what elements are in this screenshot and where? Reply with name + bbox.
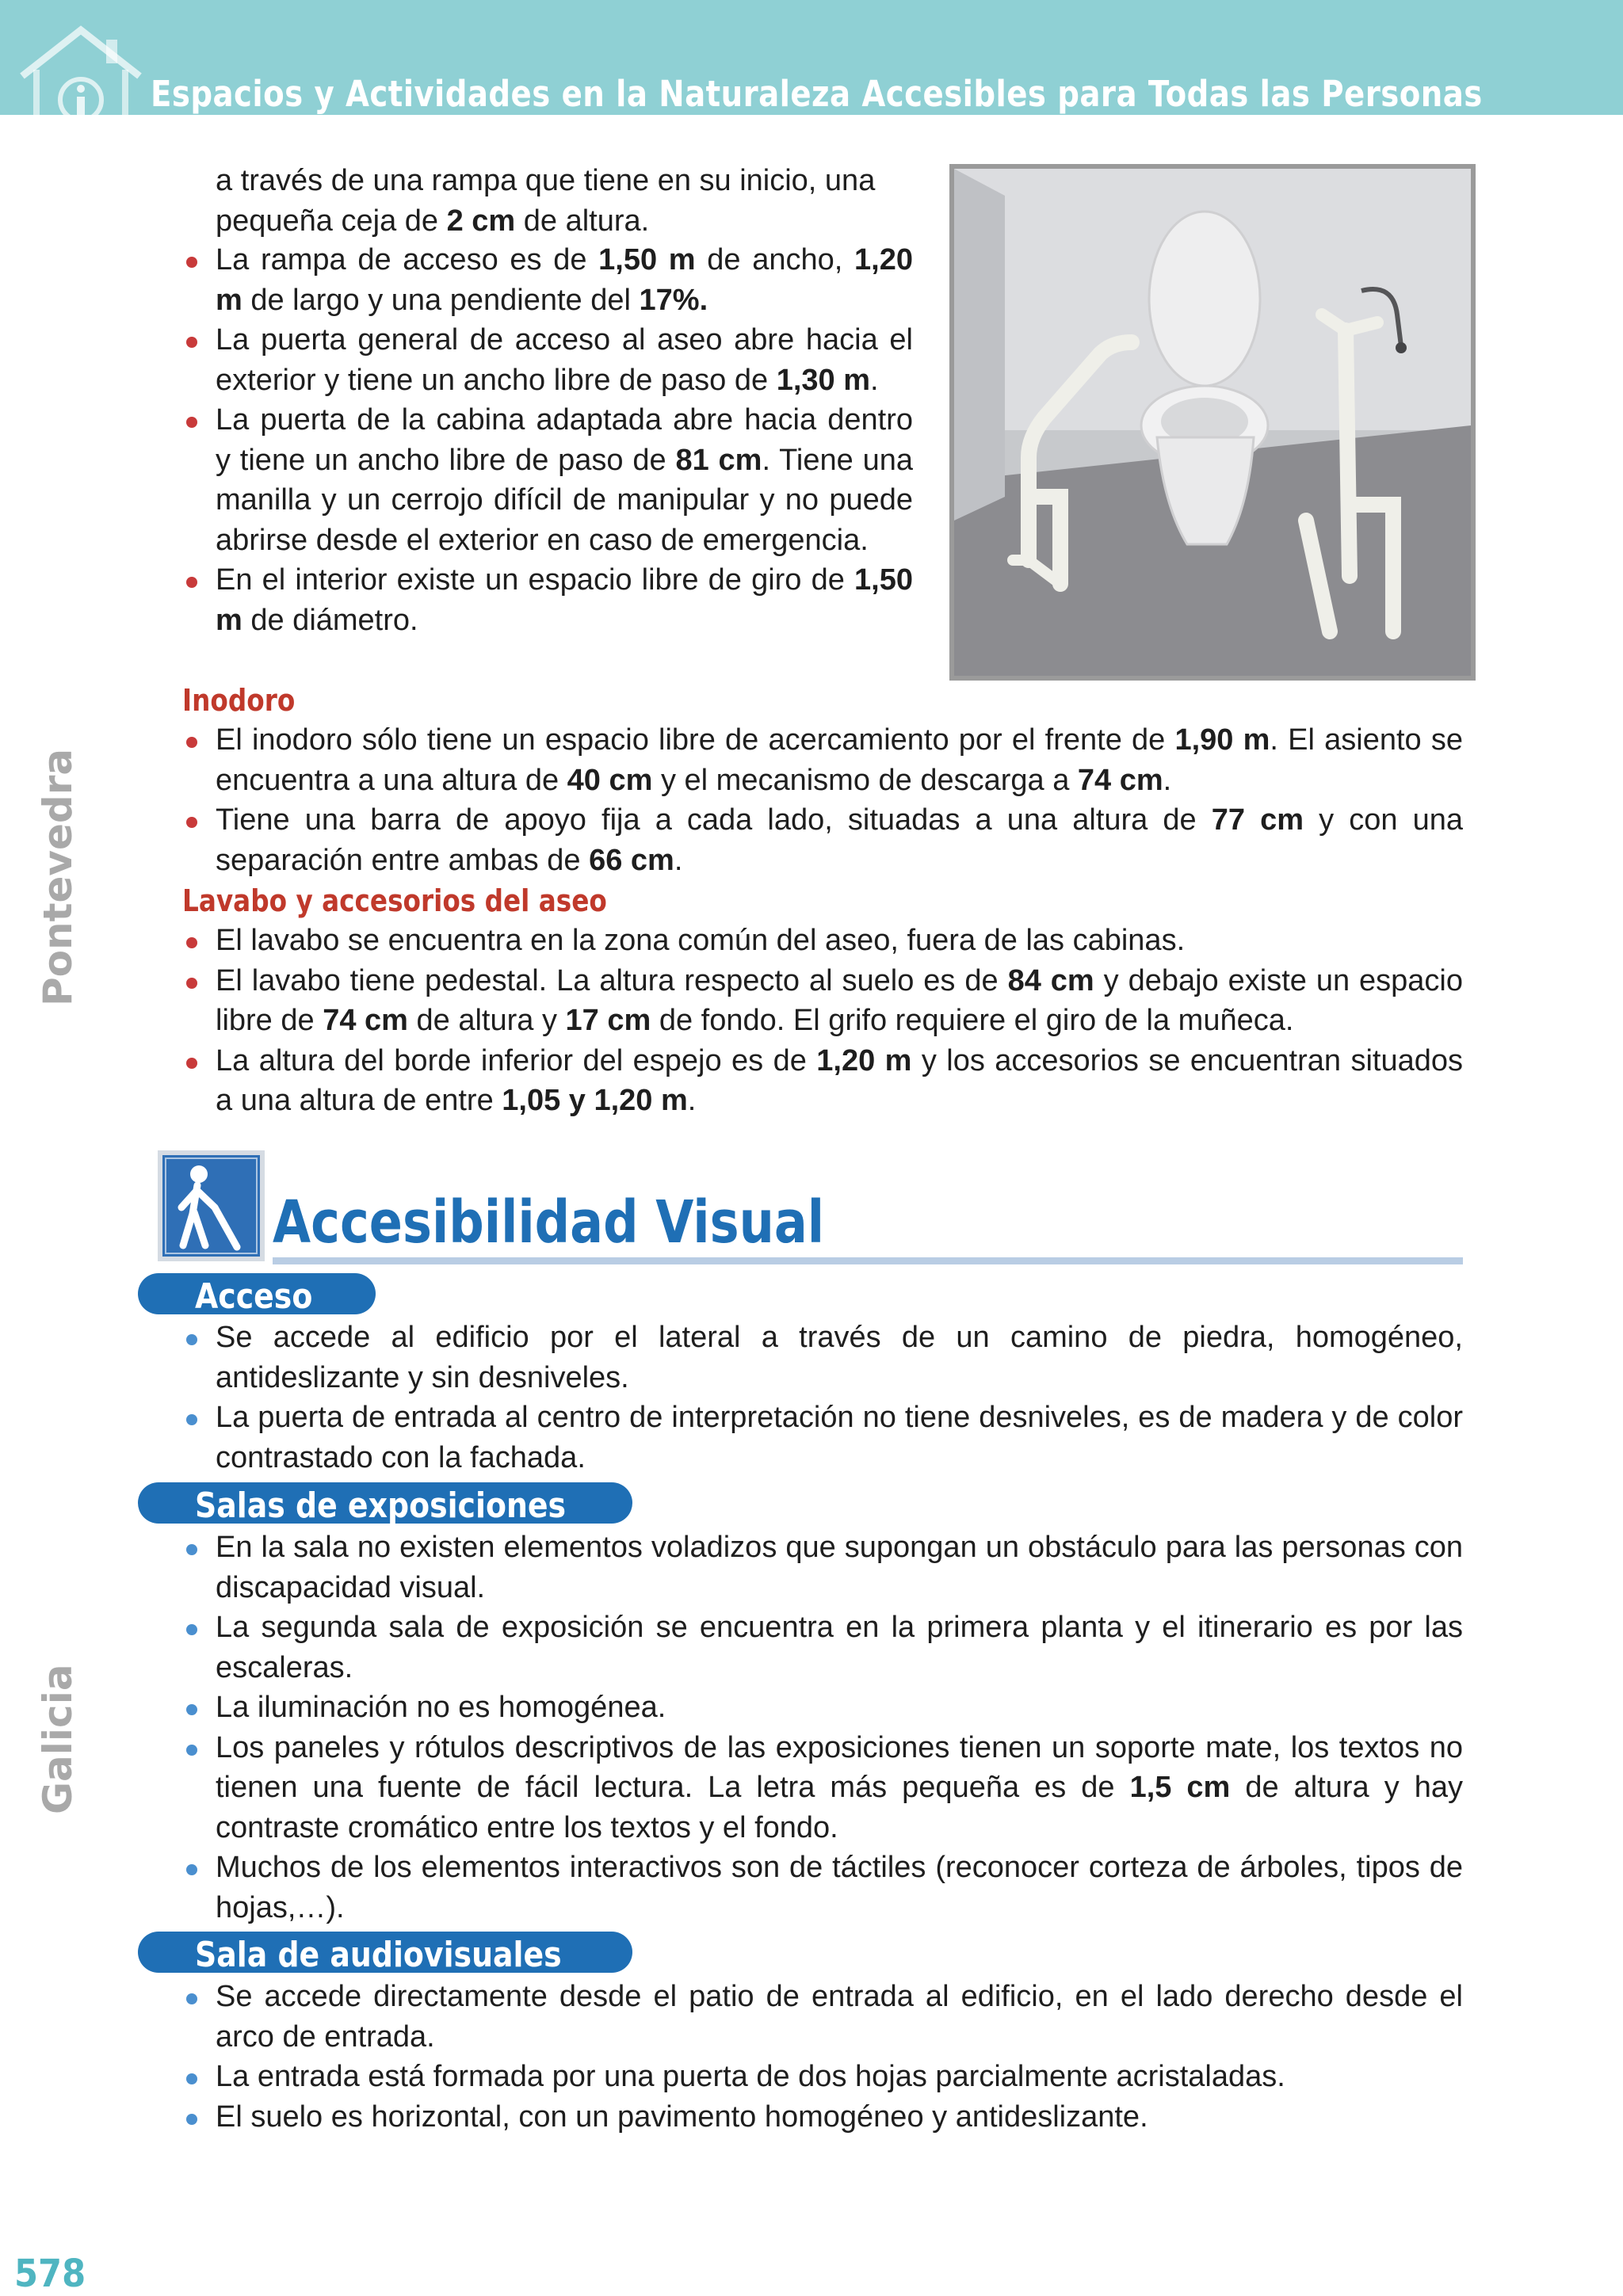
text-run: El suelo es horizontal, con un pavimento homogéneo y antideslizante. [216,2100,1148,2134]
pill-acceso [138,1273,376,1317]
intro-bullet-list [182,240,913,640]
house-info-icon [17,24,144,119]
text-run: El lavabo se encuentra en la zona común del aseo, fuera de las cabinas. [216,924,1186,957]
bullet-item [182,1608,1463,1688]
bold-measure: 1,30 m [776,363,870,397]
text-run: de largo y una pendiente del [242,283,640,317]
pill-salas [138,1482,632,1524]
bold-measure: 17%. [639,283,708,317]
bullet-item [182,1041,1463,1121]
bullet-item [182,240,913,320]
text-run: La puerta de entrada al centro de interpretación no tiene desniveles, es de madera y de color contrastado con la fachada. [216,1401,1463,1474]
audiovisuales-bullet-list [182,1977,1463,2137]
section-title-visual: Accesibilidad Visual [273,1188,825,1257]
page-number: 578 [14,2252,86,2296]
bold-measure: 74 cm [323,1004,408,1037]
bullet-item [182,1688,1463,1728]
bold-measure: 1,5 cm [1129,1771,1231,1804]
bold-measure: 74 cm [1077,763,1163,797]
text-run: La altura del borde inferior del espejo es de [216,1043,817,1077]
bold-measure: 1,50 m [598,243,696,277]
side-label-region: Galicia [35,1664,81,1814]
bullet-item [182,2097,1463,2138]
text-run: y con una separación entre ambas de [216,803,1464,877]
text-run: La entrada está formada por una puerta de dos hojas parcialmente acristaladas. [216,2060,1285,2093]
bold-measure: 1,20 m [216,243,913,317]
bold-measure: 2 cm [446,204,516,238]
bullet-item [182,961,1463,1041]
lavabo-bullet-list [182,921,1463,1121]
bold-measure: 77 cm [1211,803,1304,837]
bullet-item [182,1728,1463,1848]
bullet-item [182,1318,1463,1398]
bullet-item [182,921,1463,961]
text-run: de altura. [515,204,650,238]
bullet-item [182,400,913,560]
text-run: Tiene una barra de apoyo fija a cada lado, situadas a una altura de [216,803,1212,837]
text-run: . [870,363,879,397]
text-run: En la sala no existen elementos voladizos que supongan un obstáculo para las personas con discapacidad visual. [216,1531,1463,1604]
bold-measure: 1,05 y 1,20 m [502,1084,688,1117]
text-run: El inodoro sólo tiene un espacio libre de acercamiento por el frente de [216,723,1175,757]
text-run: Muchos de los elementos interactivos son de táctiles (reconocer corteza de árboles, tipos de hojas,…). [216,1851,1463,1924]
text-run: a través de una rampa que tiene en su inicio, una pequeña ceja de [216,164,876,238]
header-title: Espacios y Actividades en la Naturaleza Accesibles para Todas las Personas [151,73,1483,115]
bold-measure: 81 cm [675,443,762,477]
text-run: y el mecanismo de descarga a [652,763,1078,797]
text-run: de ancho, [695,243,855,277]
text-run: . [674,843,683,877]
bold-measure: 1,50 m [216,563,913,637]
bullet-item [182,1527,1463,1608]
bold-measure: 1,90 m [1174,723,1270,757]
text-run: La segunda sala de exposición se encuentra en la primera planta y el itinerario es por las escaleras. [216,1611,1463,1684]
pill-acceso-label: Acceso [195,1276,313,1317]
bold-measure: 66 cm [589,843,674,877]
pill-audiovisuales [138,1932,632,1973]
section-title-underline [273,1257,1463,1264]
bullet-item [182,720,1463,800]
subheading-inodoro: Inodoro [182,683,296,718]
paragraph-continuation [216,161,913,241]
salas-bullet-list [182,1527,1463,1928]
text-run: de altura y [407,1004,566,1037]
pill-audiovisuales-label: Sala de audiovisuales [195,1935,562,1975]
toilet-photo [949,164,1476,681]
text-run: Se accede al edificio por el lateral a través de un camino de piedra, homogéneo, antideslizante y sin desniveles. [216,1321,1463,1394]
text-run: y los accesorios se encuentran situados a una altura de entre [216,1043,1463,1117]
text-run: y debajo existe un espacio libre de [216,963,1463,1037]
text-run: En el interior existe un espacio libre de giro de [216,563,855,597]
bullet-item [182,1848,1463,1928]
bullet-item [182,800,1463,880]
bullet-item [182,2057,1463,2097]
text-run: Los paneles y rótulos descriptivos de las exposiciones tienen un soporte mate, los textos no tienen una fuente de fácil lectura. La letra más pequeña es de [216,1730,1463,1804]
pill-salas-label: Salas de exposiciones [195,1486,567,1526]
bold-measure: 1,20 m [816,1043,912,1077]
text-run: . Tiene una manilla y un cerrojo difícil de manipular y no puede abrirse desde el exterior en caso de emergencia. [216,443,913,557]
bold-measure: 84 cm [1007,963,1094,997]
bullet-item [182,1398,1463,1478]
bullet-item [182,560,913,640]
text-run: de fondo. El grifo requiere el giro de la muñeca. [651,1004,1294,1037]
text-run: . [687,1084,697,1117]
subheading-lavabo: Lavabo y accesorios del aseo [182,883,607,918]
text-run: La rampa de acceso es de [216,243,599,277]
bullet-item [182,320,913,400]
bullet-item [182,1977,1463,2057]
text-run: La puerta de la cabina adaptada abre hacia dentro y tiene un ancho libre de paso de [216,403,913,477]
text-run: . El asiento se encuentra a una altura de [216,723,1464,797]
text-run: de altura y hay contraste cromático entre los textos y el fondo. [216,1771,1463,1844]
text-run: La iluminación no es homogénea. [216,1691,666,1724]
visual-impairment-icon [158,1150,265,1261]
text-run: Se accede directamente desde el patio de entrada al edificio, en el lado derecho desde el arco de entrada. [216,1980,1463,2054]
text-run: de diámetro. [242,603,418,637]
text-run: . [1163,763,1172,797]
bold-measure: 17 cm [565,1004,651,1037]
text-run: El lavabo tiene pedestal. La altura respecto al suelo es de [216,963,1008,997]
text-run: La puerta general de acceso al aseo abre hacia el exterior y tiene un ancho libre de paso de [216,323,913,397]
side-label-province: Pontevedra [35,748,81,1006]
inodoro-bullet-list [182,720,1463,880]
bold-measure: 40 cm [567,763,653,797]
acceso-bullet-list [182,1318,1463,1478]
